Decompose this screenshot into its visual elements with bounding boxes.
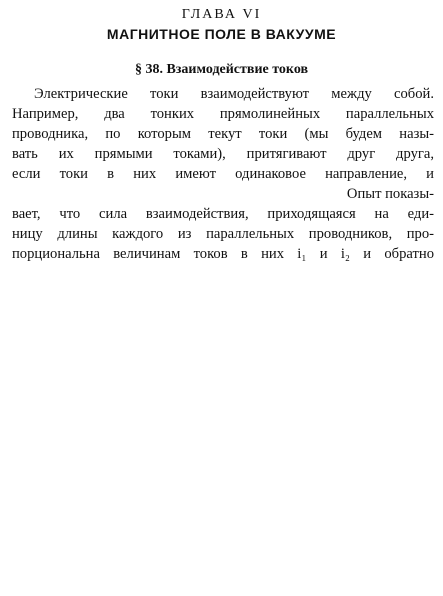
chapter-heading: ГЛАВА VI [181,7,262,22]
text-line: порциональна величинам токов в них i₁ и i₂ и обратно [12,246,434,262]
text-line: вать их прямыми токами), притягивают друг друга, [12,146,434,162]
text-line: ницу длины каждого из параллельных проводников, про- [12,226,434,242]
text-line: Например, два тонких прямолинейных параллельных [12,106,434,122]
chapter-title: МАГНИТНОЕ ПОЛЕ В ВАКУУМЕ [106,26,337,42]
section-heading: § 38. Взаимодействие токов [134,62,309,77]
text-line: Электрические токи взаимодействуют между собой. [34,86,434,102]
text-line: вает, что сила взаимодействия, приходящаяся на еди- [12,206,434,222]
text-line: если токи в них имеют одинаковое направление, и [12,166,434,182]
text-line: Опыт показы- [346,186,434,202]
text-line: проводника, по которым текут токи (мы будем назы- [12,126,434,142]
